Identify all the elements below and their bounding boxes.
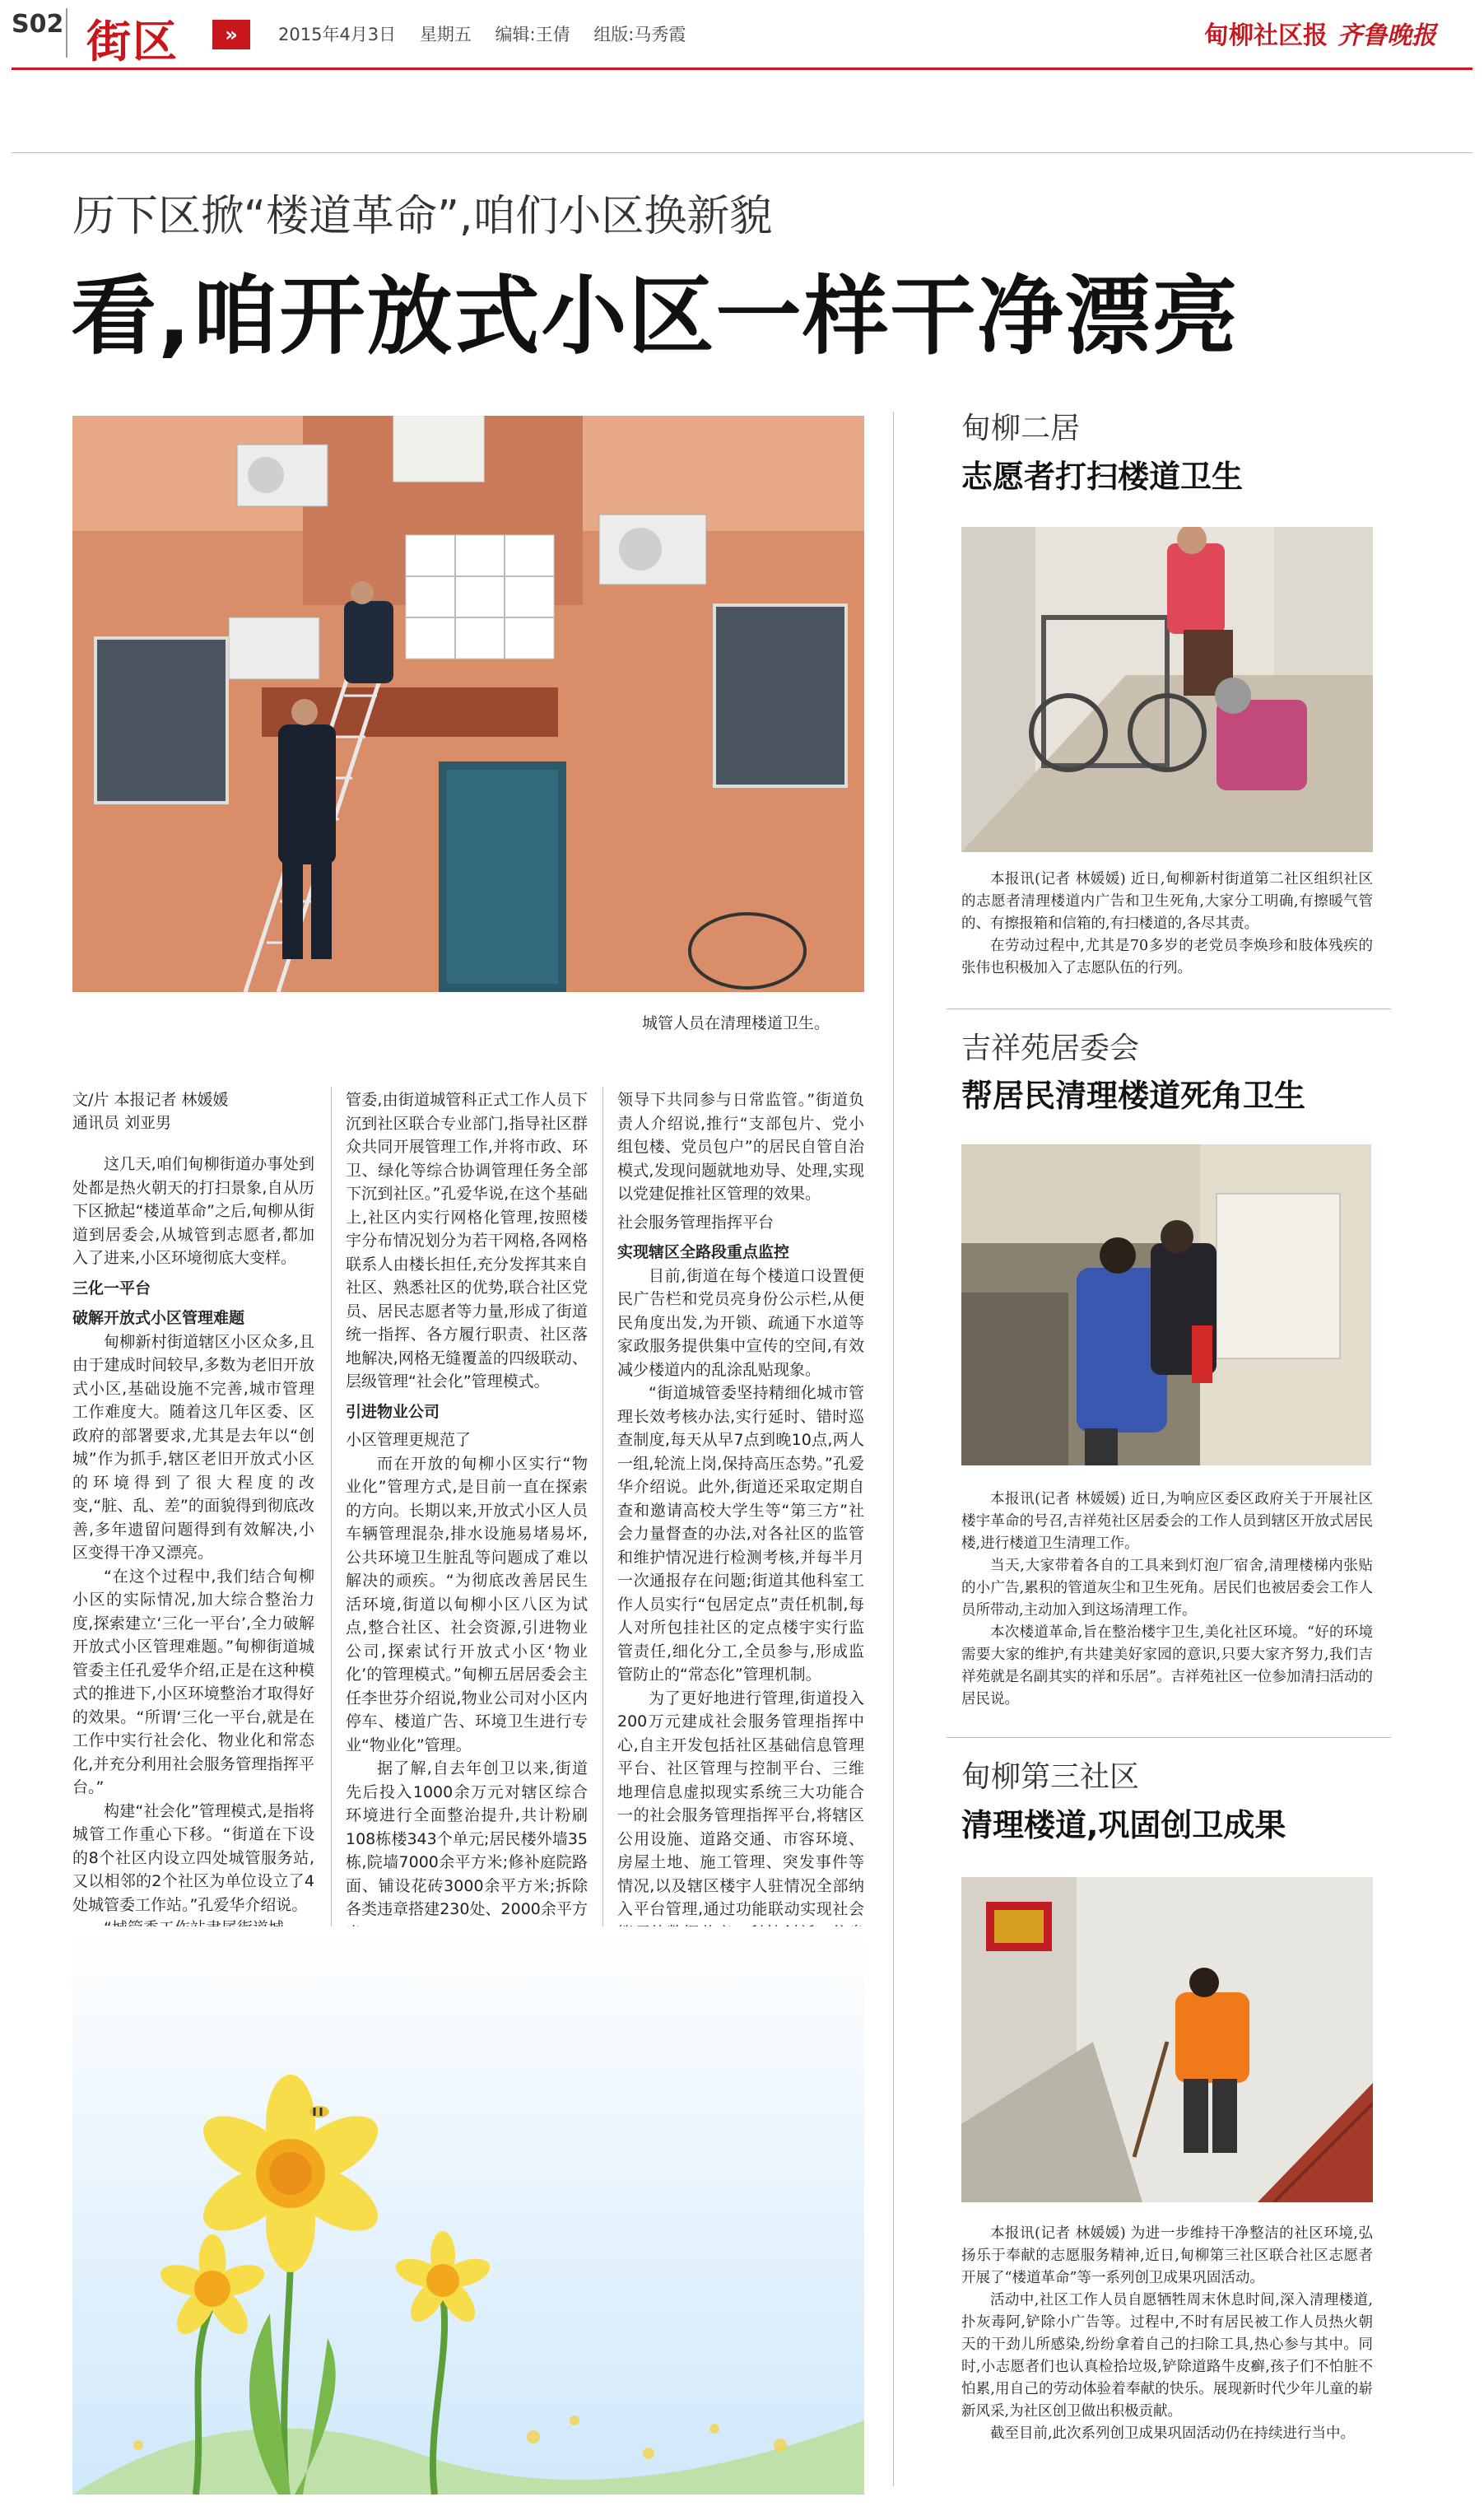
masthead-brand xyxy=(1204,15,1436,51)
page-number: S02 xyxy=(12,10,64,39)
story1-kicker: 甸柳二居 xyxy=(961,412,1081,445)
section-subheading: 社会服务管理指挥平台 xyxy=(617,1213,775,1232)
story1-body xyxy=(961,869,1373,980)
body-paragraph: 为了更好地进行管理,街道投入200万元建成社会服务管理指挥中心,自主开发包括社区基础信息管理平台、社区管理与控制平台、三维地理信息虚拟现实系统三大功能合一的社会服务管理指挥平台,将辖区公用设施、道路交通、市容环境、房屋土地、施工管理、突发事件等情况,以及辖区楼宇人驻情况全部纳入平台管理,通过功能联动实现社会 xyxy=(617,1689,864,1918)
body-paragraph: “在这个过程中,我们结合甸柳小区的实际情况,加大综合整治力度,探索建立‘三化一平台’,全力破解开放式小区管理难题。”甸柳街道城管委主任孔爱华介绍,正是在这种模式的推进下,小区环境整治才取得好的效果。“所谓‘三化一平台,就是在工作中实行社会化、物业化和常态化,并充分利用社会服务管理指挥平台。” xyxy=(72,1567,314,1796)
story-paragraph: 本报讯(记者 林媛媛) 为进一步维持干净整洁的社区环境,弘扬乐于奉献的志愿服务精神,近日,甸柳第三社区联合社区志愿者开展了“楼道革命”等一系列创卫成果巩固活动。 xyxy=(961,2225,1373,2286)
section-title: 街区 xyxy=(86,16,179,68)
section-subheading: 破解开放式小区管理难题 xyxy=(72,1309,245,1327)
newspaper-logo: 齐鲁晚报 xyxy=(1337,21,1436,50)
editor-credit: 编辑:王倩 xyxy=(495,25,570,44)
story-paragraph: 本报讯(记者 林媛媛) 近日,为响应区委区政府关于开展社区楼宇革命的号召,吉祥苑社区居委会的工作人员到辖区开放式居民楼,进行楼道卫生清理工作。 xyxy=(961,1491,1373,1552)
body-paragraph: 领导下共同参与日常监管。”街道负责人介绍说,推行“支部包片、党小组包楼、党员包户”的居民自管自治模式,发现问题就地劝导、处理,实现以党建促推社区管理的效果。 xyxy=(617,1091,864,1203)
layout-credit: 组版:马秀霞 xyxy=(593,25,686,44)
story2-title: 帮居民清理楼道死角卫生 xyxy=(961,1078,1306,1114)
body-paragraph: 构建“社会化”管理模式,是指将城管工作重心下移。“街道在下设的8个社区内设立四处城管服务站,又以相邻的2个社区为单位设立了4处城管委工作站。”孔爱华介绍说。 xyxy=(72,1801,314,1914)
story-paragraph: 当天,大家带着各自的工具来到灯泡厂宿舍,清理楼梯内张贴的小广告,累积的管道灰尘和卫生死角。居民们也被居委会工作人员所带动,主动加入到这场清理工作。 xyxy=(961,1558,1373,1619)
story-paragraph: 截至目前,此次系列创卫成果巩固活动仍在持续进行当中。 xyxy=(990,2425,1356,2442)
story3-photo xyxy=(961,1877,1373,2202)
byline-reporter: 文/片 本报记者 林媛媛 xyxy=(72,1091,229,1109)
article-kicker: 历下区掀“楼道革命”,咱们小区换新貌 xyxy=(72,192,773,241)
body-paragraph: 目前,街道在每个楼道口设置便民广告栏和党员亮身份公示栏,从便民角度出发,为开锁、疏通下水道等家政服务提供集中宣传的空间,有效减少楼道内的乱涂乱贴现象。 xyxy=(617,1266,864,1379)
story2-body xyxy=(961,1488,1373,1711)
body-paragraph: “街道城管委坚持精细化城市管理长效考核办法,实行延时、错时巡查制度,每天从早7点到晚10点,两人一组,轮流上岗,保持高压态势。”孔爱华介绍说。此外,街道还采取定期自查和邀请高校大学生等“第三方”社会力量督查的办法,对各社区的监管和维护情况进行检测考核,并每半月一次通报存在问题;街道其他科室工作人员实行“包居定点”责任机制,每人对所包挂社区的定点楼宇实行监管责任,细化分工,全员参与,形成监管防止的“常态化”管理机制。 xyxy=(617,1384,864,1684)
section-subheading: 实现辖区全路段重点监控 xyxy=(617,1243,790,1261)
header-divider xyxy=(66,8,67,58)
issue-date: 2015年4月3日 xyxy=(278,25,397,44)
body-paragraph: 管委,由街道城管科正式工作人员下沉到社区联合专业部门,指导社区群众共同开展管理工作,并将市政、环卫、绿化等综合协调管理任务全部下沉到社区。”孔爱华说,在这个基础上,社区内实行网格化管理,按照楼宇分布情况划分为若干网格,各网格联系人由楼长担任,充分发挥其来自社区、熟悉社区的优势,联合社区党员、居民志愿者等力量,形成了街道统一指挥、各方履行职责、社区落地解决,网格无缝覆盖的四级联动、层级管理“社会化”管理模式。 xyxy=(346,1091,588,1391)
brand-name: 甸柳社区报 xyxy=(1204,21,1328,50)
issue-meta xyxy=(278,21,704,46)
double-chevron-right-icon: » xyxy=(212,20,250,49)
body-paragraph: 据了解,自去年创卫以来,街道先后投入1000余万元对辖区综合环境进行全面整治提升,共计粉刷108栋楼343个单元;居民楼外墙35栋,院墙7000余平方米;修补庭院路面、铺设花砖3000余平方米;拆除各类违章搭建230处、2000余平方 xyxy=(346,1759,588,1918)
story-divider xyxy=(947,1737,1391,1738)
daffodil-illustration xyxy=(72,1926,864,2495)
story1-title: 志愿者打扫楼道卫生 xyxy=(961,459,1244,495)
article-column-1 xyxy=(72,1153,314,1940)
story-paragraph: 本次楼道革命,旨在整治楼宇卫生,美化社区环境。“好的环境需要大家的维护,有共建美好家园的意识,只要大家齐努力,我们吉祥苑就是名副其实的祥和乐居”。吉祥苑社区一位参加清扫活动的居民说。 xyxy=(961,1624,1373,1707)
section-subheading: 引进物业公司 xyxy=(346,1402,440,1421)
header-thin-rule xyxy=(12,152,1472,153)
article-headline: 看,咱开放式小区一样干净漂亮 xyxy=(71,266,1240,366)
story2-photo-illustration xyxy=(961,1144,1371,1465)
story1-photo xyxy=(961,527,1373,852)
body-paragraph: 甸柳新村街道辖区小区众多,且由于建成时间较早,多数为老旧开放式小区,基础设施不完善,城市管理工作难度大。随着这几年区委、区政府的部署要求,尤其是去年以“创城”作为抓手,辖区老旧开放式小区的环境得到了很大程度的改变,“脏、乱、差”的面貌得到彻底改善,多年遗留问题得到有效解决,小区变得干净又漂亮。 xyxy=(72,1332,314,1562)
story-paragraph: 活动中,社区工作人员自愿牺牲周末休息时间,深入清理楼道,扑灰毒阿,铲除小广告等。过程中,不时有居民被工作人员热火朝天的干劲儿所感染,纷纷拿着自己的扫除工具,热心参与其中。同时,小志愿者们也认真检拾垃圾,铲除道路牛皮癣,孩子们不怕脏不怕累,用自己的劳动体验着奉献的快乐。展现新时代少年儿童的崭新风采,为社区创卫做出积极贡献。 xyxy=(961,2292,1373,2420)
sidebar-divider xyxy=(893,412,894,2486)
body-paragraph: 而在开放的甸柳小区实行“物业化”管理方式,是目前一直在探索的方向。长期以来,开放式小区人员车辆管理混杂,排水设施易堵易坏,公共环境卫生脏乱等问题成了难以解决的顽疾。“为彻底改善居民生活环境,街道以甸柳小区八区为试点,整合社区、社会资源,引进物业公司,探索试行开放式小区‘物业化’的管理模式。”甸柳五居居委会主任李世芬介绍说,物业公司对小区内停车、楼道广告、环境卫生进行专业“物业化”管理。 xyxy=(346,1454,588,1754)
article-column-2 xyxy=(346,1088,588,2062)
story2-photo xyxy=(961,1144,1371,1465)
story1-photo-illustration xyxy=(961,527,1373,852)
story-paragraph: 在劳动过程中,尤其是70多岁的老党员李焕珍和肢体残疾的张伟也积极加入了志愿队伍的行列。 xyxy=(961,938,1373,976)
byline-correspondent: 通讯员 刘亚男 xyxy=(72,1114,172,1132)
story3-title: 清理楼道,巩固创卫成果 xyxy=(961,1807,1286,1843)
issue-weekday: 星期五 xyxy=(419,25,472,44)
story3-photo-illustration xyxy=(961,1877,1373,2202)
spring-flowers-graphic xyxy=(72,1926,864,2495)
section-subheading: 三化一平台 xyxy=(72,1279,151,1297)
body-paragraph: 这几天,咱们甸柳街道办事处到处都是热火朝天的打扫景象,自从历下区掀起“楼道革命”之后,甸柳从街道到居委会,从城管到志愿者,都加入了进来,小区环境彻底大变样。 xyxy=(72,1155,314,1267)
header-rule xyxy=(12,68,1472,70)
story-paragraph: 本报讯(记者 林媛媛) 近日,甸柳新村街道第二社区组织社区的志愿者清理楼道内广告和卫生死角,大家分工明确,有擦暖气管的、有擦报箱和信箱的,有扫楼道的,各尽其责。 xyxy=(961,871,1373,932)
story3-body xyxy=(961,2223,1373,2445)
main-photo-illustration xyxy=(72,416,864,992)
byline xyxy=(72,1088,228,1134)
main-photo xyxy=(72,416,864,992)
story3-kicker: 甸柳第三社区 xyxy=(961,1760,1140,1794)
story2-kicker: 吉祥苑居委会 xyxy=(961,1032,1140,1065)
main-photo-caption: 城管人员在清理楼道卫生。 xyxy=(642,1014,830,1032)
section-subheading: 小区管理更规范了 xyxy=(346,1431,472,1449)
